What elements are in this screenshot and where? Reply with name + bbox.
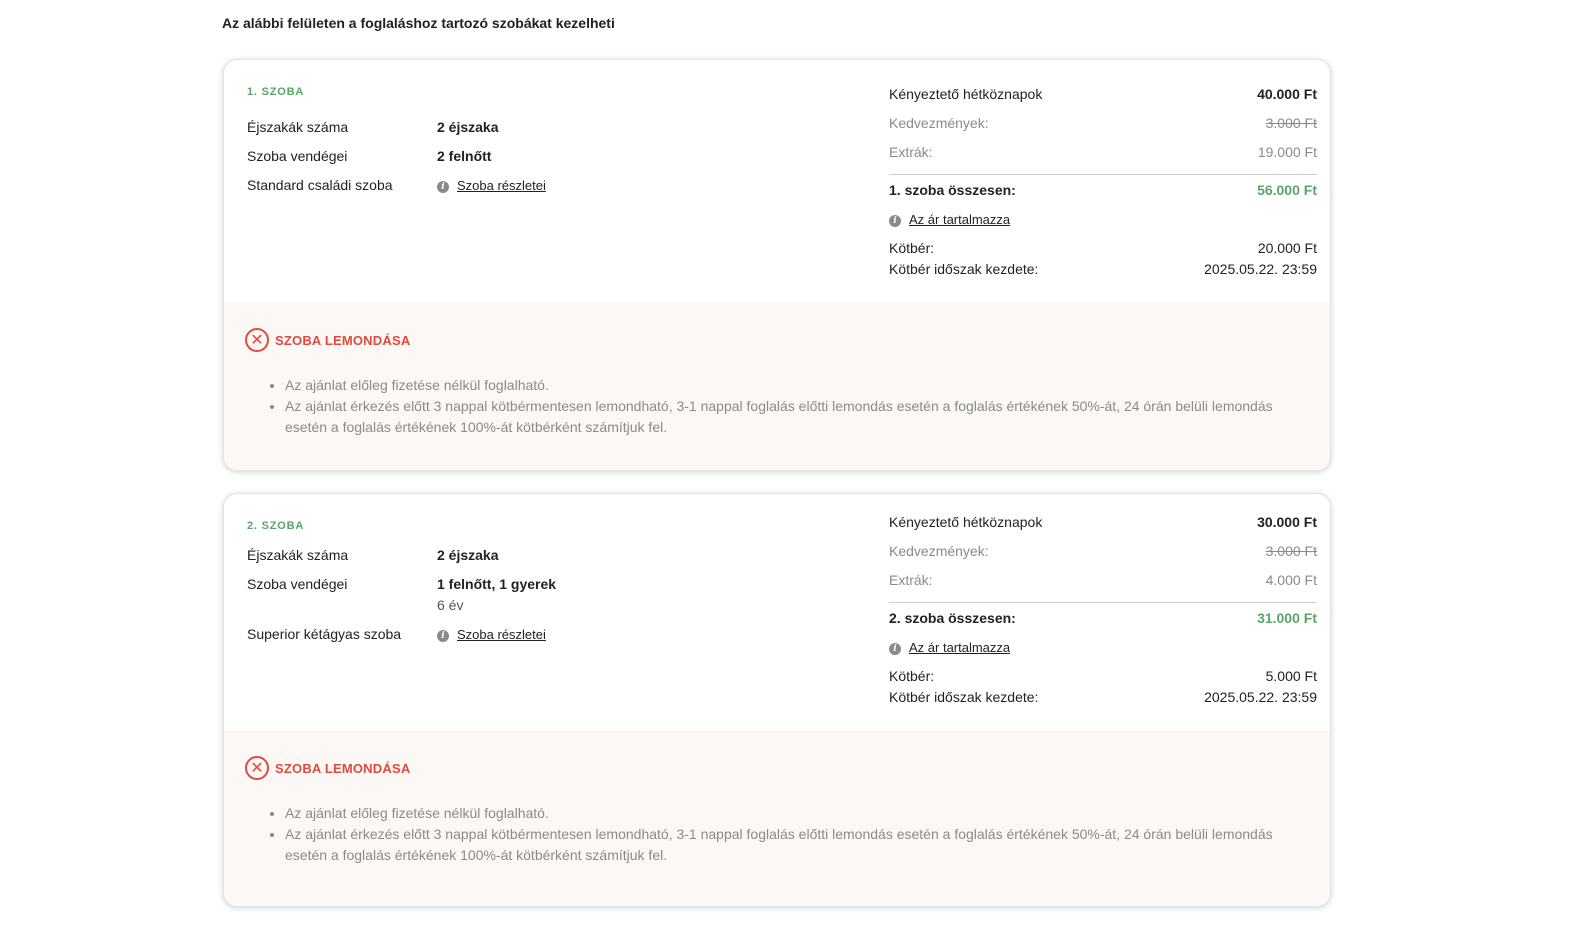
nights-value: 2 éjszaka xyxy=(437,547,499,563)
penalty-value: 5.000 Ft xyxy=(1265,668,1317,684)
cancel-room-label: SZOBA LEMONDÁSA xyxy=(275,760,411,776)
total-value: 56.000 Ft xyxy=(1257,182,1317,198)
total-value: 31.000 Ft xyxy=(1257,610,1317,626)
discount-label: Kedvezmények: xyxy=(889,543,989,559)
room-card-1 xyxy=(223,59,1331,471)
penalty-label: Kötbér: xyxy=(889,240,935,256)
policy-item: • Az ajánlat érkezés előtt 3 nappal kötbérmentesen lemondható, 3-1 nappal foglalás előtti lemondás esetén a foglalás értékének 50%-át, 24 órán belüli lemondás esetén a foglalás értékének 100%-át kötbérként számítjuk fel. xyxy=(285,824,1295,866)
penalty-value: 20.000 Ft xyxy=(1257,240,1317,256)
nights-label: Éjszakák száma xyxy=(247,119,349,135)
info-icon: i xyxy=(889,215,901,227)
total-label: 1. szoba összesen: xyxy=(889,182,1016,198)
info-icon: i xyxy=(889,643,901,655)
price-includes-link[interactable]: Az ár tartalmazza xyxy=(909,212,1011,227)
price-divider xyxy=(889,602,1317,603)
guests-label: Szoba vendégei xyxy=(247,576,348,592)
price-includes-link[interactable]: Az ár tartalmazza xyxy=(909,640,1011,655)
penalty-start-label: Kötbér időszak kezdete: xyxy=(889,261,1039,277)
cancel-room-button[interactable] xyxy=(245,327,410,353)
cancellation-section xyxy=(224,731,1331,907)
cancel-room-button[interactable] xyxy=(245,755,410,781)
child-age: 6 év xyxy=(437,597,464,613)
penalty-label: Kötbér: xyxy=(889,668,935,684)
guests-label: Szoba vendégei xyxy=(247,148,348,164)
penalty-start-value: 2025.05.22. 23:59 xyxy=(1204,689,1317,705)
room-title: 1. SZOBA xyxy=(247,86,305,98)
package-price: 40.000 Ft xyxy=(1257,86,1317,102)
close-circle-icon: ✕ xyxy=(245,756,269,780)
price-divider xyxy=(889,174,1317,175)
room-details xyxy=(437,626,546,642)
discount-value: 3.000 Ft xyxy=(1265,115,1317,131)
nights-value: 2 éjszaka xyxy=(437,119,499,135)
room-summary xyxy=(224,60,1330,306)
package-price: 30.000 Ft xyxy=(1257,514,1317,530)
info-icon: i xyxy=(437,630,449,642)
nights-label: Éjszakák száma xyxy=(247,547,349,563)
policy-item: • Az ajánlat előleg fizetése nélkül foglalható. xyxy=(285,375,1295,396)
room-details xyxy=(437,177,546,193)
room-title: 2. SZOBA xyxy=(247,520,305,532)
policy-item: • Az ajánlat előleg fizetése nélkül foglalható. xyxy=(285,803,1295,824)
cancellation-section xyxy=(224,303,1331,471)
cancel-room-label: SZOBA LEMONDÁSA xyxy=(275,332,411,348)
penalty-start-label: Kötbér időszak kezdete: xyxy=(889,689,1039,705)
total-label: 2. szoba összesen: xyxy=(889,610,1016,626)
discount-value: 3.000 Ft xyxy=(1265,543,1317,559)
close-circle-icon: ✕ xyxy=(245,328,269,352)
guests-value: 1 felnőtt, 1 gyerek xyxy=(437,576,557,592)
guests-value: 2 felnőtt xyxy=(437,148,492,164)
discount-label: Kedvezmények: xyxy=(889,115,989,131)
room-type: Standard családi szoba xyxy=(247,177,393,193)
package-label: Kényeztető hétköznapok xyxy=(889,514,1043,530)
cancellation-policies xyxy=(285,803,1295,866)
penalty-start-value: 2025.05.22. 23:59 xyxy=(1204,261,1317,277)
policy-item: • Az ajánlat érkezés előtt 3 nappal kötbérmentesen lemondható, 3-1 nappal foglalás előtti lemondás esetén a foglalás értékének 50%-át, 24 órán belüli lemondás esetén a foglalás értékének 100%-át kötbérként számítjuk fel. xyxy=(285,396,1295,438)
room-type: Superior kétágyas szoba xyxy=(247,626,402,642)
room-summary xyxy=(224,494,1330,740)
cancellation-policies xyxy=(285,375,1295,438)
extras-label: Extrák: xyxy=(889,144,933,160)
info-icon: i xyxy=(437,181,449,193)
extras-label: Extrák: xyxy=(889,572,933,588)
extras-value: 4.000 Ft xyxy=(1265,572,1317,588)
page-intro: Az alábbi felületen a foglaláshoz tartozó szobákat kezelheti xyxy=(222,15,615,31)
extras-value: 19.000 Ft xyxy=(1257,144,1317,160)
package-label: Kényeztető hétköznapok xyxy=(889,86,1043,102)
room-details-link[interactable]: Szoba részletei xyxy=(457,178,546,193)
room-card-2 xyxy=(223,493,1331,907)
room-details-link[interactable]: Szoba részletei xyxy=(457,627,546,642)
